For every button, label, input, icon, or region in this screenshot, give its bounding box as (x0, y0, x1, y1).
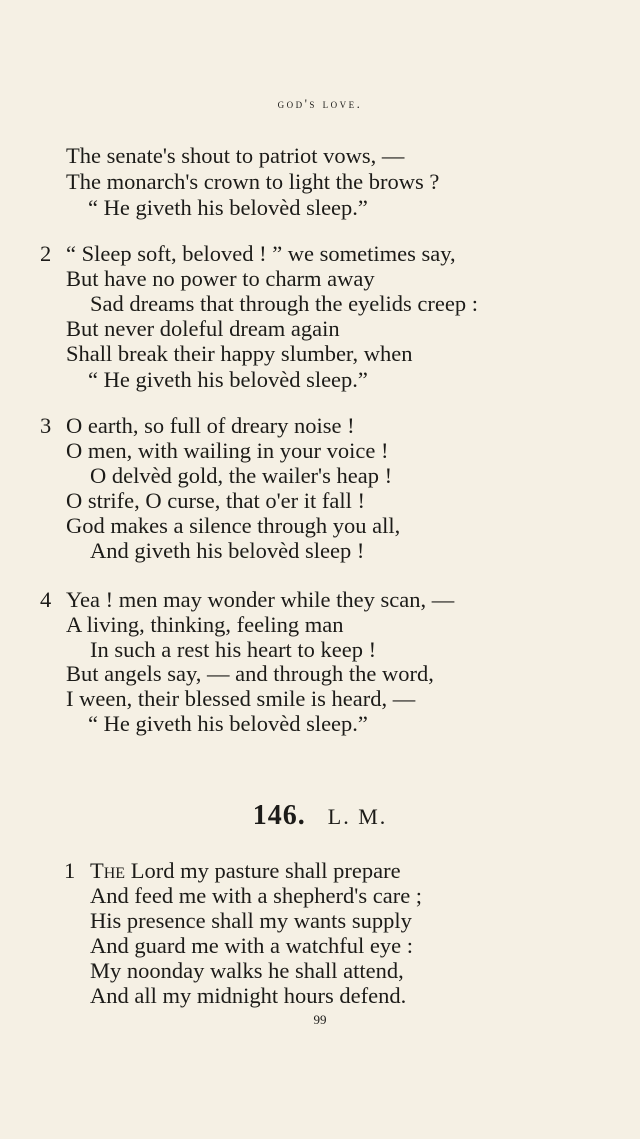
stanza-number: 2 (40, 241, 52, 266)
verse-line: But angels say, — and through the word, (66, 661, 434, 686)
hymn-meter: L. M. (327, 804, 388, 829)
verse-line: “ He giveth his belovèd sleep.” (88, 367, 368, 392)
verse-line: And giveth his belovèd sleep ! (90, 538, 365, 563)
verse-line: But never doleful dream again (66, 316, 340, 341)
verse-line: In such a rest his heart to keep ! (90, 637, 377, 662)
verse-line: Sad dreams that through the eyelids creep : (90, 291, 479, 316)
verse-line: Yea ! men may wonder while they scan, — (66, 587, 455, 612)
stanza-number: 1 (64, 858, 76, 883)
verse-line: O strife, O curse, that o'er it fall ! (66, 488, 365, 513)
verse-line: O delvèd gold, the wailer's heap ! (90, 463, 393, 488)
verse-line: But have no power to charm away (66, 266, 375, 291)
verse-line: The senate's shout to patriot vows, — (66, 143, 405, 168)
first-line-rest: Lord my pasture shall prepare (125, 858, 401, 883)
verse-line (90, 858, 401, 884)
verse-line: His presence shall my wants supply (90, 908, 412, 933)
verse-line: O earth, so full of dreary noise ! (66, 413, 355, 438)
running-header: god's love. (277, 96, 363, 111)
verse-line: “ Sleep soft, beloved ! ” we sometimes say, (66, 241, 456, 266)
verse-line: And all my midnight hours defend. (90, 983, 407, 1008)
verse-line: Shall break their happy slumber, when (66, 341, 413, 366)
hymn-heading (0, 800, 640, 832)
hymn-number: 146. (252, 800, 306, 831)
verse-line: I ween, their blessed smile is heard, — (66, 686, 416, 711)
stanza-number: 3 (40, 413, 52, 438)
verse-line: And guard me with a watchful eye : (90, 933, 414, 958)
first-word: The (90, 858, 126, 883)
page-number: 99 (313, 1012, 327, 1027)
verse-line: A living, thinking, feeling man (66, 612, 344, 637)
verse-line: My noonday walks he shall attend, (90, 958, 404, 983)
verse-line: O men, with wailing in your voice ! (66, 438, 389, 463)
verse-line: God makes a silence through you all, (66, 513, 401, 538)
verse-line: The monarch's crown to light the brows ? (66, 169, 440, 194)
stanza-number: 4 (40, 587, 52, 612)
verse-line: And feed me with a shepherd's care ; (90, 883, 423, 908)
verse-line: “ He giveth his belovèd sleep.” (88, 711, 368, 736)
verse-line: “ He giveth his belovèd sleep.” (88, 195, 368, 220)
